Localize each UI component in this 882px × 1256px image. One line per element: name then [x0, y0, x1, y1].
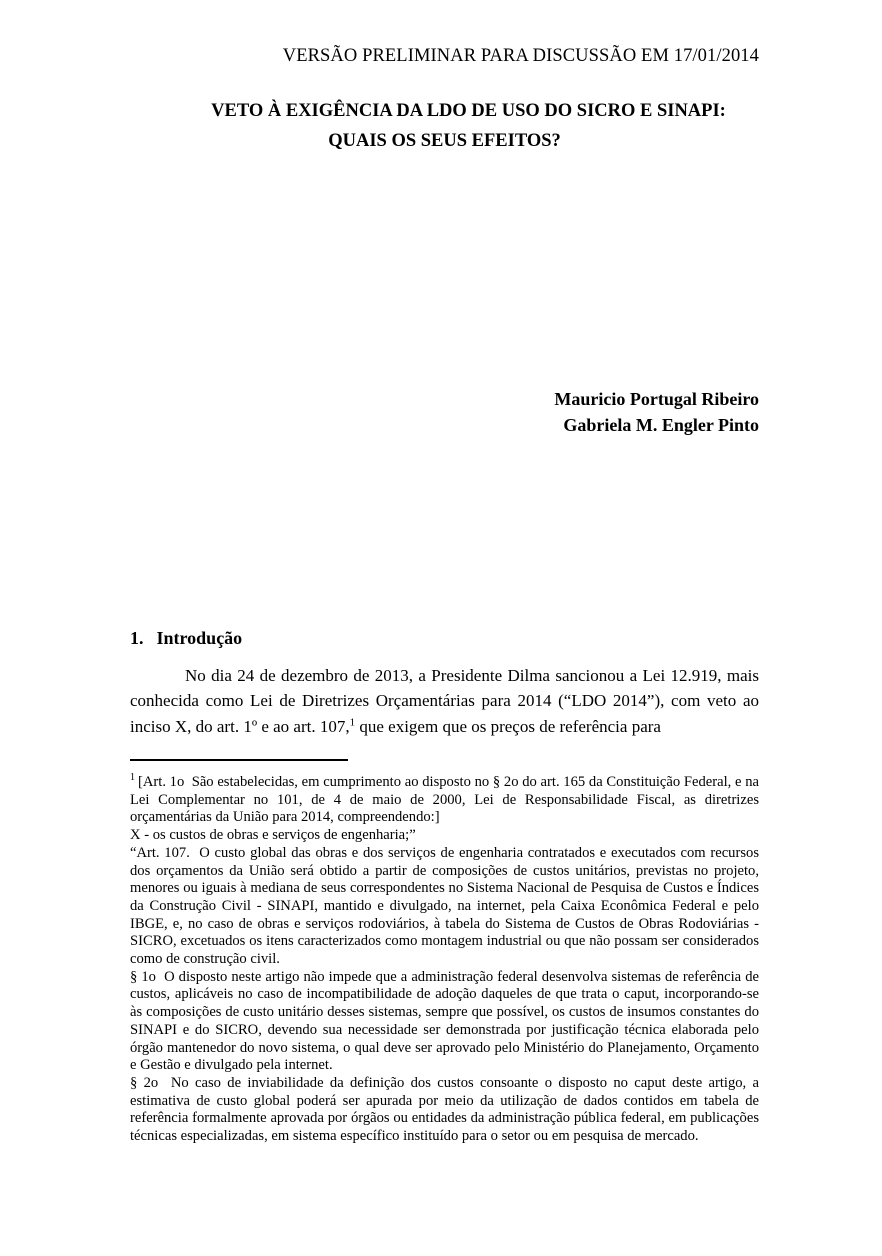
- paper-title-line-1: VETO À EXIGÊNCIA DA LDO DE USO DO SICRO E SINAPI:: [211, 101, 726, 121]
- footnote-paragraph: X - os custos de obras e serviços de engenharia;”: [130, 827, 416, 844]
- author-name: Gabriela M. Engler Pinto: [563, 414, 759, 435]
- footnote-paragraph: [130, 774, 759, 827]
- author-name: Mauricio Portugal Ribeiro: [554, 389, 759, 409]
- intro-paragraph: [130, 663, 759, 739]
- paper-title: [130, 96, 759, 156]
- intro-text-after-ref: que exigem que os preços de referência para: [355, 716, 661, 736]
- section-number: 1.: [130, 628, 144, 648]
- footnote-paragraph: “Art. 107. O custo global das obras e dos serviços de engenharia contratados e executados com recursos dos orçamentos da União será obtido a partir de composições de custos unitários, previstas no projeto, menores ou iguais à mediana de seus correspondentes no Sistema Nacional de Pesquisa de Custos e Índices da Construção Civil - SINAPI, mantido e divulgado, na internet, pela Caixa Econômica Federal e pelo IBGE, e, no caso de obras e serviços rodoviários, à tabela do Sistema de Custos de Obras Rodoviárias - SICRO, excetuados os itens caracterizados como montagem industrial ou que não possam ser considerados como de construção civil.: [130, 844, 759, 968]
- footnote-paragraph: § 2o No caso de inviabilidade da definição dos custos consoante o disposto no caput deste artigo, a estimativa de custo global poderá ser apurada por meio da utilização de dados contidos em tabela de referência formalmente aprovada por órgãos ou entidades da administração pública federal, em publicações técnicas especializadas, em sistema específico instituído para o setor ou em pesquisa de mercado.: [130, 1074, 759, 1145]
- authors-block: [130, 387, 759, 438]
- section-1-heading: [130, 627, 759, 649]
- paper-title-line-2: QUAIS OS SEUS EFEITOS?: [328, 131, 561, 151]
- preliminary-version-note: VERSÃO PRELIMINAR PARA DISCUSSÃO EM 17/01/2014: [282, 46, 759, 66]
- footnote-block: [130, 774, 759, 1146]
- footnote-separator-rule: [130, 759, 348, 761]
- footnote-marker-1: 1: [130, 772, 135, 784]
- intro-text-before-ref: No dia 24 de dezembro de 2013, a Presidente Dilma sancionou a Lei 12.919, mais conhecida como Lei de Diretrizes Orçamentárias para 2014 (“LDO 2014”), com veto ao inciso X, do art. 1º e ao art. 107,: [130, 666, 759, 736]
- section-title: Introdução: [156, 628, 243, 648]
- footnote-paragraph: § 1o O disposto neste artigo não impede que a administração federal desenvolva sistemas de referência de custos, aplicáveis no caso de incompatibilidade de adoção daqueles de que trata o caput, incorporando-se às composições de custo unitário desses sistemas, sempre que possível, os custos de insumos constantes do SINAPI e do SICRO, devendo sua necessidade ser demonstrada por justificação técnica elaborada pelo órgão mantenedor do novo sistema, o qual deve ser aprovado pelo Ministério do Planejamento, Orçamento e Gestão e divulgado pela internet.: [130, 968, 759, 1074]
- footnote-text: [Art. 1o São estabelecidas, em cumprimento ao disposto no § 2o do art. 165 da Constituição Federal, e na Lei Complementar no 101, de 4 de maio de 2000, Lei de Responsabilidade Fiscal, as diretrizes orçamentárias da União para 2014, compreendendo:]: [130, 774, 759, 826]
- footnote-reference-1: 1: [349, 716, 356, 729]
